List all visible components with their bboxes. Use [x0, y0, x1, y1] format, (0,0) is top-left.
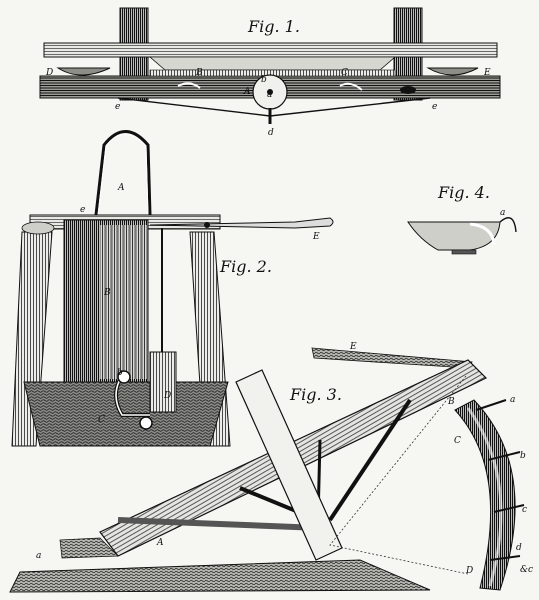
fig3-label-a-blade: a — [510, 395, 516, 405]
fig2-label-E: E — [313, 232, 320, 242]
fig2-label-D: D — [164, 391, 172, 401]
fig1-title: Fig. 1. — [248, 17, 300, 36]
fig2-lever-pivot — [204, 222, 210, 228]
fig3-label-E: E — [350, 342, 357, 352]
fig2-cylinder-light — [100, 225, 148, 379]
fig4-label-a: a — [500, 208, 506, 218]
fig4-ladle-handle — [500, 218, 516, 232]
fig1-label-a: a — [267, 90, 273, 100]
fig1-trough — [150, 57, 395, 70]
fig1-label-E: E — [484, 68, 491, 78]
fig3-label-ec: &c — [520, 565, 534, 575]
fig3-label-c: c — [522, 505, 528, 515]
fig2-label-B: B — [104, 288, 111, 298]
fig1-label-b: b — [261, 75, 267, 85]
fig1-label-e-left: e — [115, 102, 121, 112]
fig1-label-A: A — [244, 87, 251, 97]
fig2-label-e: e — [80, 205, 86, 215]
fig2-valve-bottom — [140, 417, 152, 429]
fig1-dish-d — [58, 68, 110, 75]
fig3-label-a: a — [36, 551, 42, 561]
fig1-dish-e — [428, 68, 478, 75]
figure-1 — [40, 8, 500, 138]
fig2-label-C: C — [98, 415, 105, 425]
fig3-ground — [10, 560, 430, 592]
fig3-curved-blade — [455, 400, 515, 590]
fig2-label-b: b — [117, 368, 123, 378]
fig2-title: Fig. 2. — [220, 257, 272, 276]
fig1-label-D: D — [46, 68, 54, 78]
fig1-label-C: C — [341, 68, 348, 78]
fig3-label-d: d — [516, 543, 522, 553]
fig4-ladle-bowl — [408, 222, 500, 250]
fig3-label-D: D — [466, 566, 474, 576]
fig2-pump-box — [150, 352, 176, 412]
fig3-label-b: b — [520, 451, 526, 461]
fig4-ladle-foot — [452, 250, 476, 254]
fig1-label-B: B — [196, 68, 203, 78]
fig2-loop-handle — [96, 132, 150, 216]
fig3-small-plank — [312, 348, 472, 368]
fig1-label-d: d — [268, 128, 274, 138]
fig3-title: Fig. 3. — [290, 385, 342, 404]
fig1-knob — [400, 86, 416, 94]
fig2-bar-end — [22, 222, 54, 234]
fig3-label-B: B — [448, 397, 455, 407]
fig2-label-A: A — [118, 183, 125, 193]
figure-4 — [408, 183, 516, 254]
fig3-label-C: C — [454, 436, 461, 446]
fig1-upper-bar — [44, 43, 497, 57]
fig3-label-A: A — [157, 538, 164, 548]
fig4-title: Fig. 4. — [438, 183, 490, 202]
figure-2 — [12, 132, 333, 447]
fig1-label-e-right: e — [432, 102, 438, 112]
fig2-loop-highlight — [98, 135, 148, 216]
